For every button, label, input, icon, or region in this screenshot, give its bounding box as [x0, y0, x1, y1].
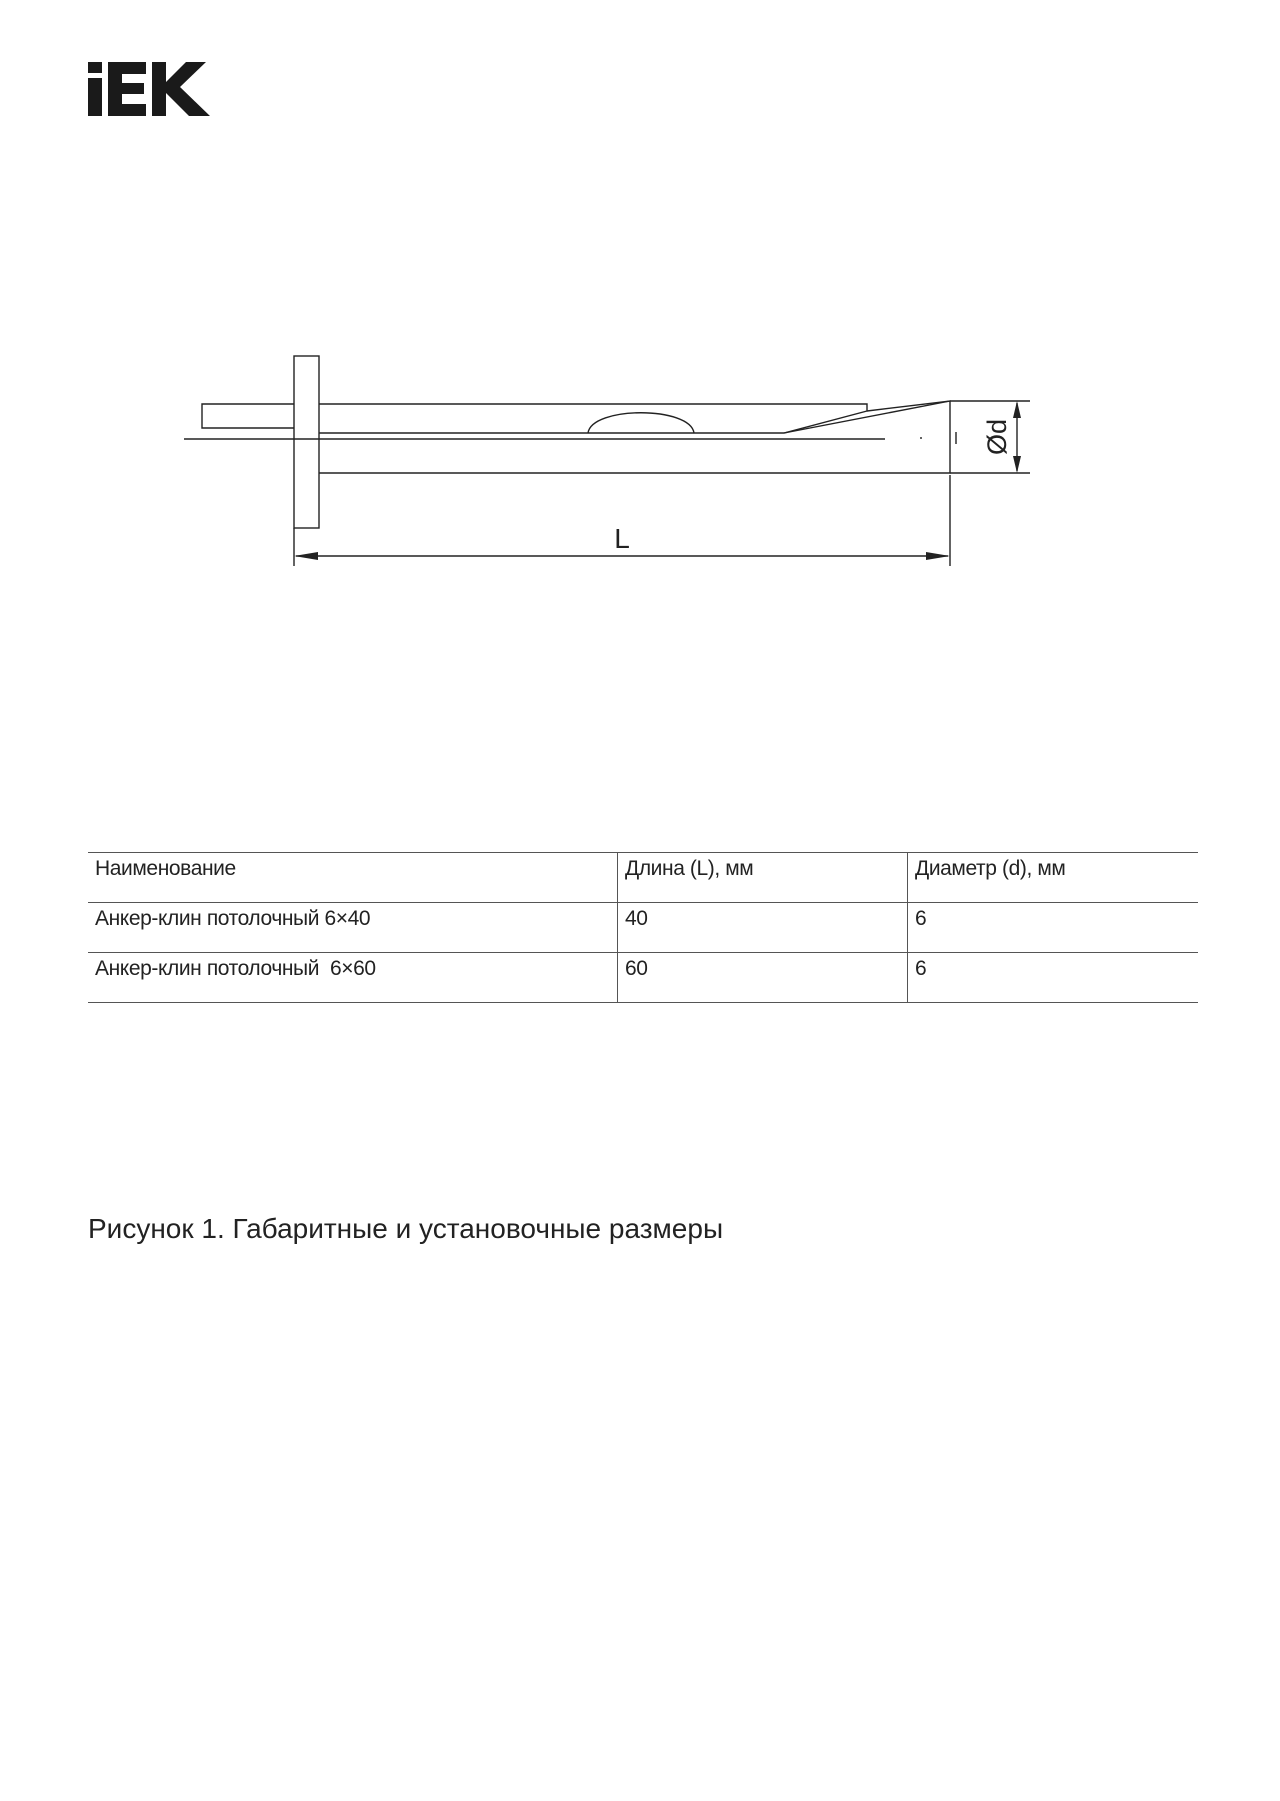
cell-diameter: 6	[908, 953, 1199, 1003]
header-name: Наименование	[88, 853, 618, 903]
header-length: Длина (L), мм	[618, 853, 908, 903]
clip-strip	[202, 404, 294, 428]
cell-length: 40	[618, 903, 908, 953]
anchor-head	[294, 356, 319, 528]
table-header-row	[88, 853, 1198, 903]
spec-table	[88, 852, 1198, 1003]
iek-logo	[88, 60, 212, 118]
table-row	[88, 903, 1198, 953]
cell-name: Анкер-клин потолочный 6×40	[88, 903, 618, 953]
header-diameter: Диаметр (d), мм	[908, 853, 1199, 903]
anchor-dimension-drawing	[170, 340, 1050, 580]
cell-diameter: 6	[908, 903, 1199, 953]
cell-length: 60	[618, 953, 908, 1003]
diameter-label: Ød	[982, 418, 1012, 456]
length-label: L	[614, 523, 630, 554]
cell-name: Анкер-клин потолочный 6×60	[88, 953, 618, 1003]
anchor-body	[319, 401, 950, 473]
table-row	[88, 953, 1198, 1003]
clip-bump	[588, 413, 694, 433]
figure-caption: Рисунок 1. Габаритные и установочные размеры	[88, 1213, 724, 1244]
